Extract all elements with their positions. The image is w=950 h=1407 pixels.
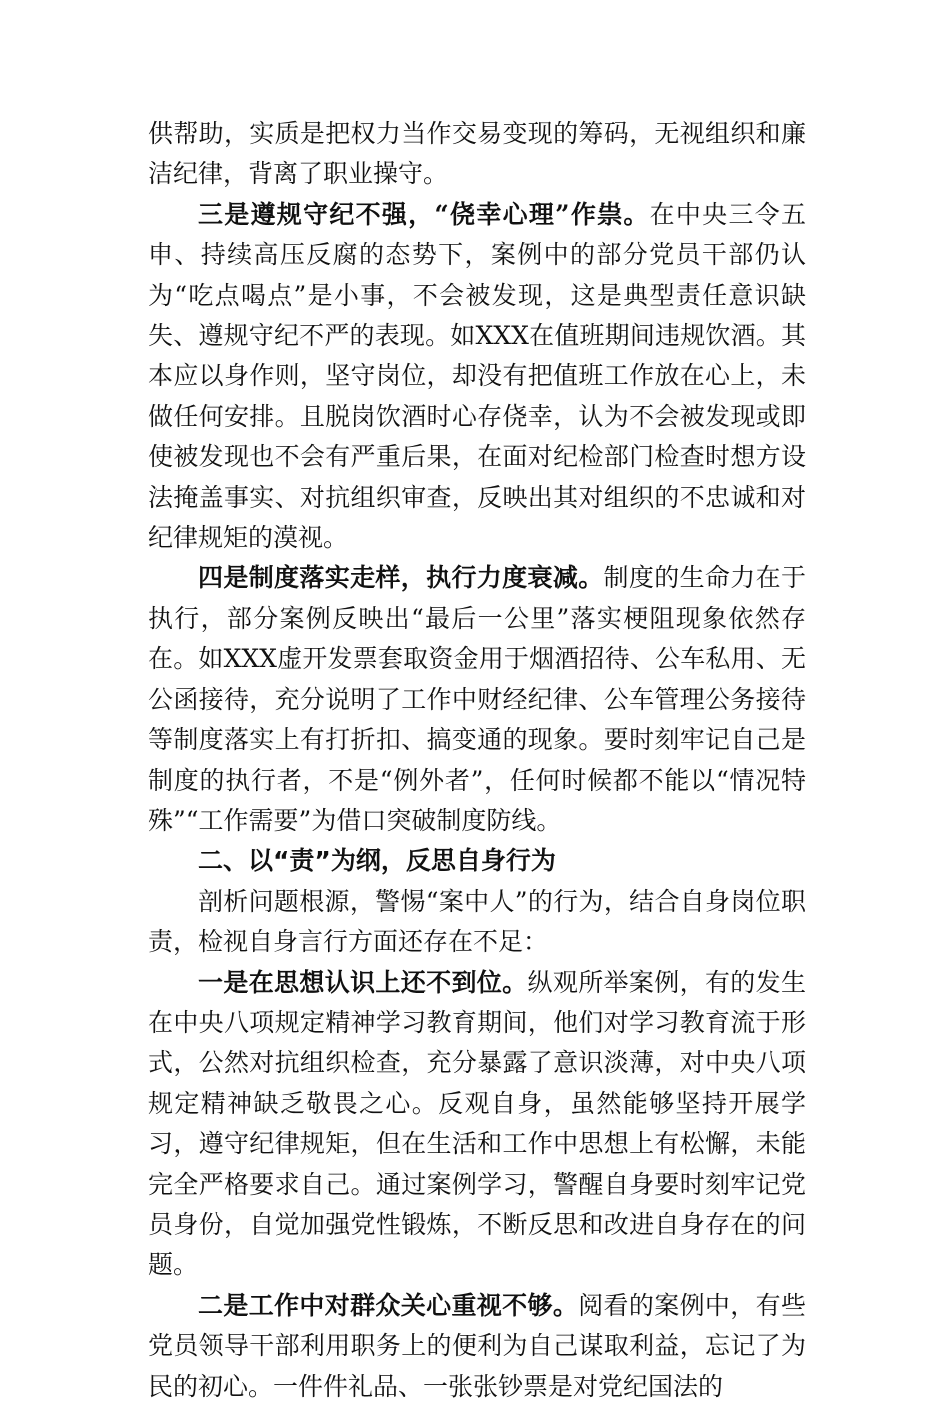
- paragraph-lead: 四是制度落实走样，执行力度衰减。: [198, 563, 604, 593]
- paragraph-lead: 三是遵规守纪不强，“侥幸心理”作祟。: [198, 199, 650, 229]
- paragraph-intro: [148, 882, 806, 963]
- paragraph-text: 供帮助，实质是把权力当作交易变现的筹码，无视组织和廉洁纪律，背离了职业操守。: [148, 119, 806, 189]
- paragraph-text: 制度的生命力在于执行，部分案例反映出“最后一公里”落实梗阻现象依然存在。如XXX虚开发票套取资金用于烟酒招待、公车私用、无公函接待，充分说明了工作中财经纪律、公车管理公务接待等制度落实上有打折扣、搞变通的现象。要时刻牢记自己是制度的执行者，不是“例外者”，任何时候都不能以“情况特殊”“工作需要”为借口突破制度防线。: [148, 563, 806, 835]
- paragraph-text: 阅看的案例中，有些党员领导干部利用职务上的便利为自己谋取利益，忘记了为民的初心。一件件礼品、一张张钞票是对党纪国法的: [148, 1290, 806, 1401]
- document-body: [148, 114, 806, 1407]
- paragraph-lead: 一是在思想认识上还不到位。: [198, 967, 528, 997]
- paragraph-text: 在中央三令五申、持续高压反腐的态势下，案例中的部分党员干部仍认为“吃点喝点”是小事，不会被发现，这是典型责任意识缺失、遵规守纪不严的表现。如XXX在值班期间违规饮酒。其本应以身作则，坚守岗位，却没有把值班工作放在心上，未做任何安排。且脱岗饮酒时心存侥幸，认为不会被发现或即使被发现也不会有严重后果，在面对纪检部门检查时想方设法掩盖事实、对抗组织审查，反映出其对组织的不忠诚和对纪律规矩的漠视。: [148, 199, 806, 553]
- paragraph-point-three: [148, 195, 806, 559]
- paragraph-point-four: [148, 558, 806, 841]
- paragraph-continuation: [148, 114, 806, 195]
- section-heading: 二、以“责”为纲，反思自身行为: [198, 846, 556, 876]
- paragraph-lead: 二是工作中对群众关心重视不够。: [198, 1290, 579, 1320]
- paragraph-text: 剖析问题根源，警惕“案中人”的行为，结合自身岗位职责，检视自身言行方面还存在不足：: [148, 886, 806, 957]
- paragraph-point-one: [148, 963, 806, 1286]
- paragraph-text: 纵观所举案例，有的发生在中央八项规定精神学习教育期间，他们对学习教育流于形式，公然对抗组织检查，充分暴露了意识淡薄，对中央八项规定精神缺乏敬畏之心。反观自身，虽然能够坚持开展学习，遵守纪律规矩，但在生活和工作中思想上有松懈，未能完全严格要求自己。通过案例学习，警醒自身要时刻牢记党员身份，自觉加强党性锻炼，不断反思和改进自身存在的问题。: [148, 967, 806, 1280]
- paragraph-point-two: [148, 1286, 806, 1407]
